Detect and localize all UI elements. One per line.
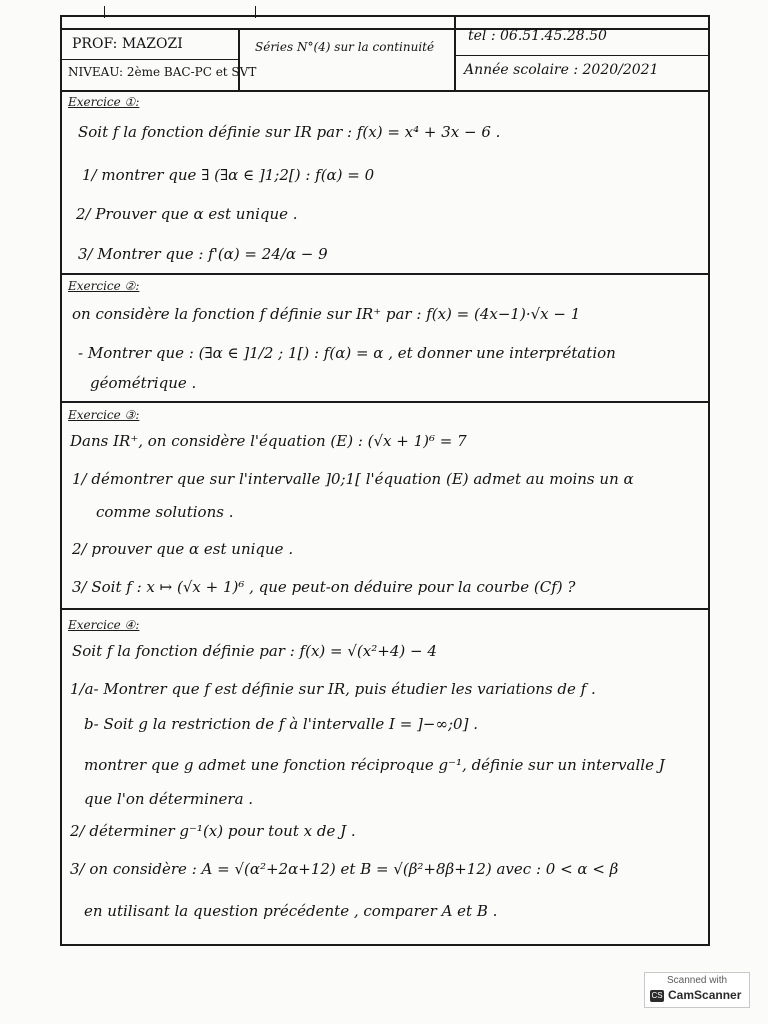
class-level: NIVEAU: 2ème BAC-PC et SVT [68, 65, 257, 79]
exercise-4-line: 3/ on considère : A = √(α²+2α+12) et B = √(β²+8β+12) avec : 0 < α < β [70, 860, 619, 878]
frame-left [60, 15, 62, 945]
teacher-name: PROF: MAZOZI [72, 36, 183, 52]
tick-top-1 [255, 6, 256, 18]
header-bottom-rule [60, 90, 710, 92]
exercise-1-line: 3/ Montrer que : f'(α) = 24/α − 9 [78, 245, 328, 263]
scanned-with-label: Scanned with [667, 975, 728, 986]
exercise-4-title: Exercice ④: [68, 618, 140, 632]
exercise-4-line: b- Soit g la restriction de f à l'intervalle I = ]−∞;0] . [84, 715, 478, 733]
frame-top [60, 15, 710, 17]
exercise-2-line: on considère la fonction f définie sur IR⁺ par : f(x) = (4x−1)·√x − 1 [72, 305, 581, 323]
exercise-1-title: Exercice ①: [68, 95, 140, 109]
exercise-divider [60, 608, 710, 610]
school-year: Année scolaire : 2020/2021 [464, 62, 659, 78]
header-col-divider-2 [454, 15, 456, 90]
exercise-3-title: Exercice ③: [68, 408, 140, 422]
exercise-3-line: comme solutions . [96, 503, 234, 521]
frame-bottom [60, 944, 710, 946]
exercise-4-line: en utilisant la question précédente , comparer A et B . [84, 902, 498, 920]
exercise-1-line: Soit f la fonction définie sur IR par : f(x) = x⁴ + 3x − 6 . [78, 123, 501, 141]
tick-top-2 [104, 6, 105, 18]
exercise-1-line: 1/ montrer que ∃ (∃α ∈ ]1;2[) : f(α) = 0 [82, 166, 375, 184]
exercise-2-line: géométrique . [90, 374, 197, 392]
exercise-3-line: 3/ Soit f : x ↦ (√x + 1)⁶ , que peut-on déduire pour la courbe (Cf) ? [72, 578, 576, 596]
exercise-4-line: que l'on déterminera . [84, 790, 254, 808]
exercise-4-line: 1/a- Montrer que f est définie sur IR, puis étudier les variations de f . [70, 680, 596, 698]
header-mid-left [60, 59, 240, 60]
exercise-1-line: 2/ Prouver que α est unique . [76, 205, 298, 223]
series-title: Séries N°(4) sur la continuité [255, 40, 435, 54]
exercise-divider [60, 273, 710, 275]
exercise-3-line: Dans IR⁺, on considère l'équation (E) : (√x + 1)⁶ = 7 [70, 432, 467, 450]
exercise-2-line: - Montrer que : (∃α ∈ ]1/2 ; 1[) : f(α) = α , et donner une interprétation [78, 344, 616, 362]
exercise-divider [60, 401, 710, 403]
exercise-4-line: 2/ déterminer g⁻¹(x) pour tout x de J . [70, 822, 356, 840]
header-top-rule [60, 28, 710, 30]
exercise-2-title: Exercice ②: [68, 279, 140, 293]
camscanner-name: CamScanner [668, 988, 742, 1002]
exercise-3-line: 1/ démontrer que sur l'intervalle ]0;1[ l'équation (E) admet au moins un α [72, 470, 634, 488]
exercise-4-line: montrer que g admet une fonction réciproque g⁻¹, définie sur un intervalle J [84, 756, 665, 774]
camscanner-logo-icon: CS [651, 991, 663, 1000]
header-mid-right [454, 55, 710, 56]
camscanner-badge [644, 972, 750, 1008]
phone-number: tel : 06.51.45.28.50 [468, 28, 607, 44]
exercise-4-line: Soit f la fonction définie par : f(x) = √(x²+4) − 4 [72, 642, 437, 660]
exercise-3-line: 2/ prouver que α est unique . [72, 540, 294, 558]
frame-right [708, 15, 710, 945]
